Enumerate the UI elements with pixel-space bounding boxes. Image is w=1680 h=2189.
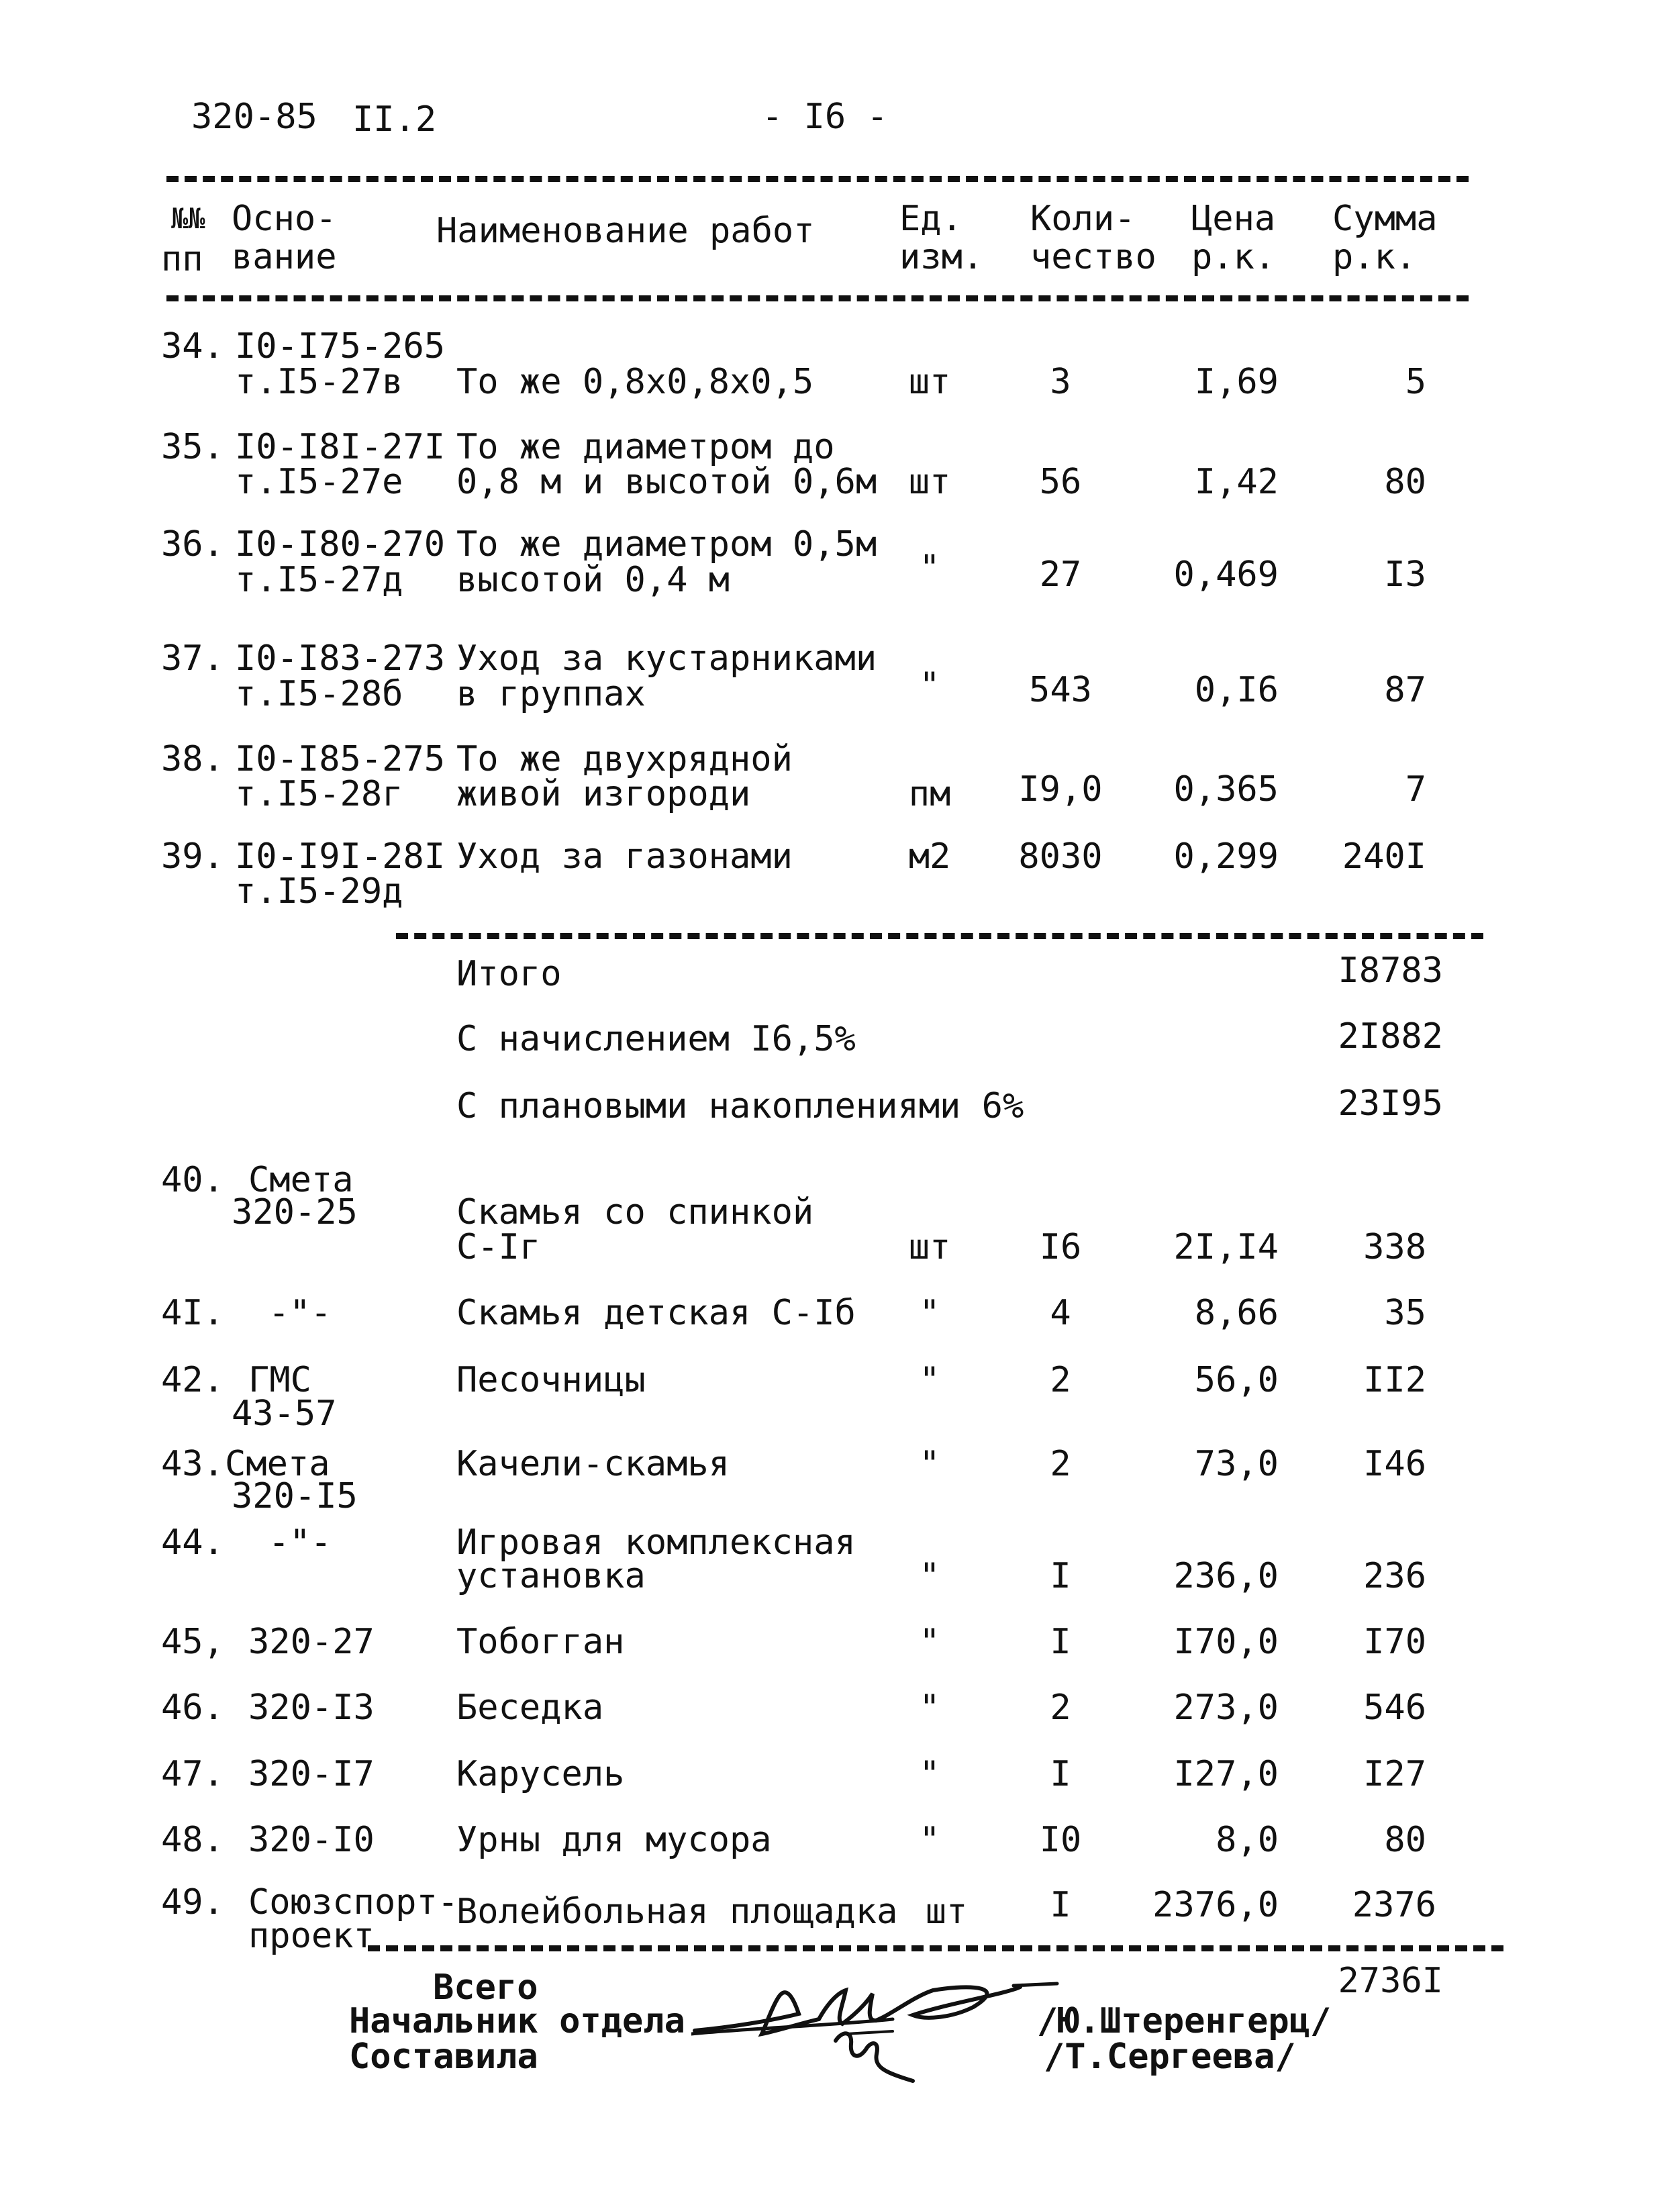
- document-code: 320-85: [191, 97, 317, 137]
- subtotal-label: Итого: [456, 954, 562, 994]
- row-name: Волейбольная площадка: [456, 1892, 898, 1932]
- row-qty: 2: [1050, 1444, 1071, 1484]
- row-basis: проект: [248, 1916, 375, 1956]
- head-of-department-name: /Ю.Штеренгерц/: [1037, 2001, 1332, 2041]
- col-price-line2: р.к.: [1191, 237, 1276, 277]
- signature-image: [691, 1967, 1067, 2101]
- total-label: Всего: [433, 1967, 538, 2008]
- row-number: 43.: [161, 1444, 224, 1484]
- row-qty: 56: [1039, 462, 1082, 502]
- row-name: установка: [456, 1556, 646, 1596]
- row-sum: 35: [1384, 1293, 1426, 1333]
- row-number: 4I.: [161, 1293, 224, 1333]
- row-number: 49.: [161, 1882, 224, 1923]
- row-name: То же 0,8х0,8х0,5: [456, 362, 814, 402]
- col-basis-line2: вание: [232, 237, 337, 277]
- row-price: 2I,I4: [1173, 1227, 1279, 1267]
- row-number: 45,: [161, 1622, 224, 1662]
- row-unit: ": [919, 548, 940, 588]
- subtotal-label: С плановыми накоплениями 6%: [456, 1086, 1024, 1126]
- document-part: II.2: [352, 99, 437, 140]
- row-name: Песочницы: [456, 1360, 646, 1400]
- row-sum: 7: [1405, 769, 1426, 810]
- row-sum: I46: [1363, 1444, 1426, 1484]
- row-sum: 80: [1384, 1820, 1426, 1860]
- row-price: I,69: [1194, 362, 1279, 402]
- row-basis: т.I5-28б: [235, 674, 403, 714]
- row-unit: ": [919, 1360, 940, 1400]
- row-name: в группах: [456, 674, 646, 714]
- row-basis: I0-I9I-28I: [235, 836, 446, 877]
- row-qty: 2: [1050, 1688, 1071, 1728]
- row-number: 47.: [161, 1754, 224, 1794]
- row-name: Скамья со спинкой: [456, 1192, 814, 1232]
- row-qty: 27: [1039, 554, 1082, 595]
- row-unit: ": [919, 1622, 940, 1662]
- row-number: 37.: [161, 638, 224, 679]
- row-basis: 320-27: [248, 1622, 375, 1662]
- row-price: I,42: [1194, 462, 1279, 502]
- row-unit: шт: [925, 1892, 968, 1932]
- row-price: 236,0: [1173, 1556, 1279, 1596]
- row-price: 2376,0: [1152, 1885, 1279, 1925]
- row-name: То же диаметром 0,5м: [456, 524, 877, 565]
- row-unit: шт: [908, 362, 951, 402]
- row-qty: I9,0: [1018, 769, 1103, 810]
- row-name: живой изгороди: [456, 774, 751, 814]
- row-name: Урны для мусора: [456, 1820, 772, 1860]
- row-unit: ": [919, 1754, 940, 1794]
- row-basis: Смета: [248, 1160, 354, 1200]
- row-basis: т.I5-29д: [235, 871, 403, 912]
- row-sum: 546: [1363, 1688, 1426, 1728]
- row-price: 0,I6: [1194, 670, 1279, 710]
- row-qty: I6: [1039, 1227, 1082, 1267]
- row-basis: т.I5-27в: [235, 362, 403, 402]
- row-qty: 543: [1029, 670, 1092, 710]
- row-number: 39.: [161, 836, 224, 877]
- row-name: Уход за кустарниками: [456, 638, 877, 679]
- row-name: Скамья детская С-Iб: [456, 1293, 856, 1333]
- col-num-line2: пп: [161, 239, 203, 279]
- row-basis: I0-I85-275: [235, 739, 446, 779]
- col-sum-line2: р.к.: [1332, 237, 1417, 277]
- subtotal-sum: I8783: [1338, 951, 1443, 991]
- row-unit: ": [919, 1444, 940, 1484]
- subtotal-label: С начислением I6,5%: [456, 1019, 856, 1059]
- header-bottom-divider: [166, 295, 1469, 301]
- row-qty: 2: [1050, 1360, 1071, 1400]
- col-sum-line1: Сумма: [1332, 199, 1438, 239]
- row-price: 273,0: [1173, 1688, 1279, 1728]
- row-unit: шт: [908, 462, 951, 502]
- total-sum: 2736I: [1338, 1961, 1443, 2001]
- col-qty-line2: чество: [1030, 237, 1156, 277]
- row-number: 46.: [161, 1688, 224, 1728]
- row-name: То же двухрядной: [456, 739, 793, 779]
- row-number: 36.: [161, 524, 224, 565]
- row-sum: 2376: [1352, 1885, 1436, 1925]
- row-basis: т.I5-27е: [235, 462, 403, 502]
- row-basis: -"-: [268, 1293, 332, 1333]
- row-number: 35.: [161, 427, 224, 467]
- row-price: 0,469: [1173, 554, 1279, 595]
- row-price: 0,365: [1173, 769, 1279, 810]
- row-sum: I3: [1384, 554, 1426, 595]
- row-price: 8,0: [1216, 1820, 1279, 1860]
- row-basis: 320-I5: [232, 1476, 358, 1516]
- row-sum: 5: [1405, 362, 1426, 402]
- row-qty: I: [1050, 1754, 1071, 1794]
- total-divider: [368, 1945, 1503, 1951]
- subtotal-sum: 23I95: [1338, 1083, 1443, 1124]
- row-number: 48.: [161, 1820, 224, 1860]
- row-price: 73,0: [1194, 1444, 1279, 1484]
- head-of-department-label: Начальник отдела: [349, 2001, 685, 2041]
- row-name: Уход за газонами: [456, 836, 793, 877]
- row-basis: ГМС: [248, 1360, 311, 1400]
- col-num-line1: №№: [171, 202, 205, 235]
- row-unit: ": [919, 1688, 940, 1728]
- row-number: 42.: [161, 1360, 224, 1400]
- compiled-by-name: /Т.Сергеева/: [1044, 2037, 1296, 2077]
- row-number: 40.: [161, 1160, 224, 1200]
- row-price: 56,0: [1194, 1360, 1279, 1400]
- col-unit-line1: Ед.: [899, 199, 962, 239]
- row-name: Игровая комплексная: [456, 1522, 856, 1563]
- col-name-header: Наименование работ: [436, 211, 815, 251]
- row-number: 44.: [161, 1522, 224, 1563]
- row-basis: т.I5-28г: [235, 774, 403, 814]
- row-price: I70,0: [1173, 1622, 1279, 1662]
- row-qty: I0: [1039, 1820, 1082, 1860]
- row-qty: I: [1050, 1885, 1071, 1925]
- row-price: I27,0: [1173, 1754, 1279, 1794]
- row-unit: шт: [908, 1227, 951, 1267]
- row-basis: I0-I83-273: [235, 638, 446, 679]
- row-number: 34.: [161, 326, 224, 367]
- row-number: 38.: [161, 739, 224, 779]
- compiled-by-label: Составила: [349, 2037, 538, 2077]
- row-qty: I: [1050, 1622, 1071, 1662]
- col-price-line1: Цена: [1191, 199, 1276, 239]
- row-price: 0,299: [1173, 836, 1279, 877]
- row-basis: Смета: [225, 1444, 330, 1484]
- row-basis: 320-I7: [248, 1754, 375, 1794]
- row-name: То же диаметром до: [456, 427, 835, 467]
- row-unit: ": [919, 1556, 940, 1596]
- col-basis-line1: Осно-: [232, 199, 337, 239]
- row-name: С-Iг: [456, 1227, 541, 1267]
- page-number: - I6 -: [762, 97, 888, 137]
- row-sum: 80: [1384, 462, 1426, 502]
- row-basis: 43-57: [232, 1394, 337, 1434]
- row-sum: 87: [1384, 670, 1426, 710]
- row-qty: 4: [1050, 1293, 1071, 1333]
- header-top-divider: [166, 176, 1469, 182]
- row-basis: 320-I3: [248, 1688, 375, 1728]
- row-name: Тобогган: [456, 1622, 625, 1662]
- row-unit: пм: [908, 774, 951, 814]
- row-basis: 320-I0: [248, 1820, 375, 1860]
- col-qty-line1: Коли-: [1030, 199, 1136, 239]
- row-qty: I: [1050, 1556, 1071, 1596]
- row-unit: ": [919, 1293, 940, 1333]
- row-sum: I27: [1363, 1754, 1426, 1794]
- subtotal-sum: 2I882: [1338, 1016, 1443, 1057]
- row-basis: I0-I80-270: [235, 524, 446, 565]
- row-sum: 338: [1363, 1227, 1426, 1267]
- row-sum: I70: [1363, 1622, 1426, 1662]
- row-sum: 240I: [1342, 836, 1426, 877]
- row-price: 8,66: [1194, 1293, 1279, 1333]
- row-basis: т.I5-27д: [235, 560, 403, 600]
- row-unit: ": [919, 1820, 940, 1860]
- row-sum: 236: [1363, 1556, 1426, 1596]
- row-name: Качели-скамья: [456, 1444, 730, 1484]
- row-unit: м2: [908, 836, 951, 877]
- row-sum: II2: [1363, 1360, 1426, 1400]
- row-basis: -"-: [268, 1522, 332, 1563]
- row-basis: I0-I8I-27I: [235, 427, 446, 467]
- row-name: Беседка: [456, 1688, 604, 1728]
- row-basis: Союзспорт-: [248, 1882, 459, 1923]
- row-name: Карусель: [456, 1754, 625, 1794]
- col-unit-line2: изм.: [899, 237, 984, 277]
- row-name: высотой 0,4 м: [456, 560, 730, 600]
- row-qty: 8030: [1018, 836, 1103, 877]
- subtotal-divider: [396, 933, 1483, 939]
- row-basis: 320-25: [232, 1192, 358, 1232]
- row-qty: 3: [1050, 362, 1071, 402]
- row-name: 0,8 м и высотой 0,6м: [456, 462, 877, 502]
- row-unit: ": [919, 665, 940, 706]
- row-basis: I0-I75-265: [235, 326, 446, 367]
